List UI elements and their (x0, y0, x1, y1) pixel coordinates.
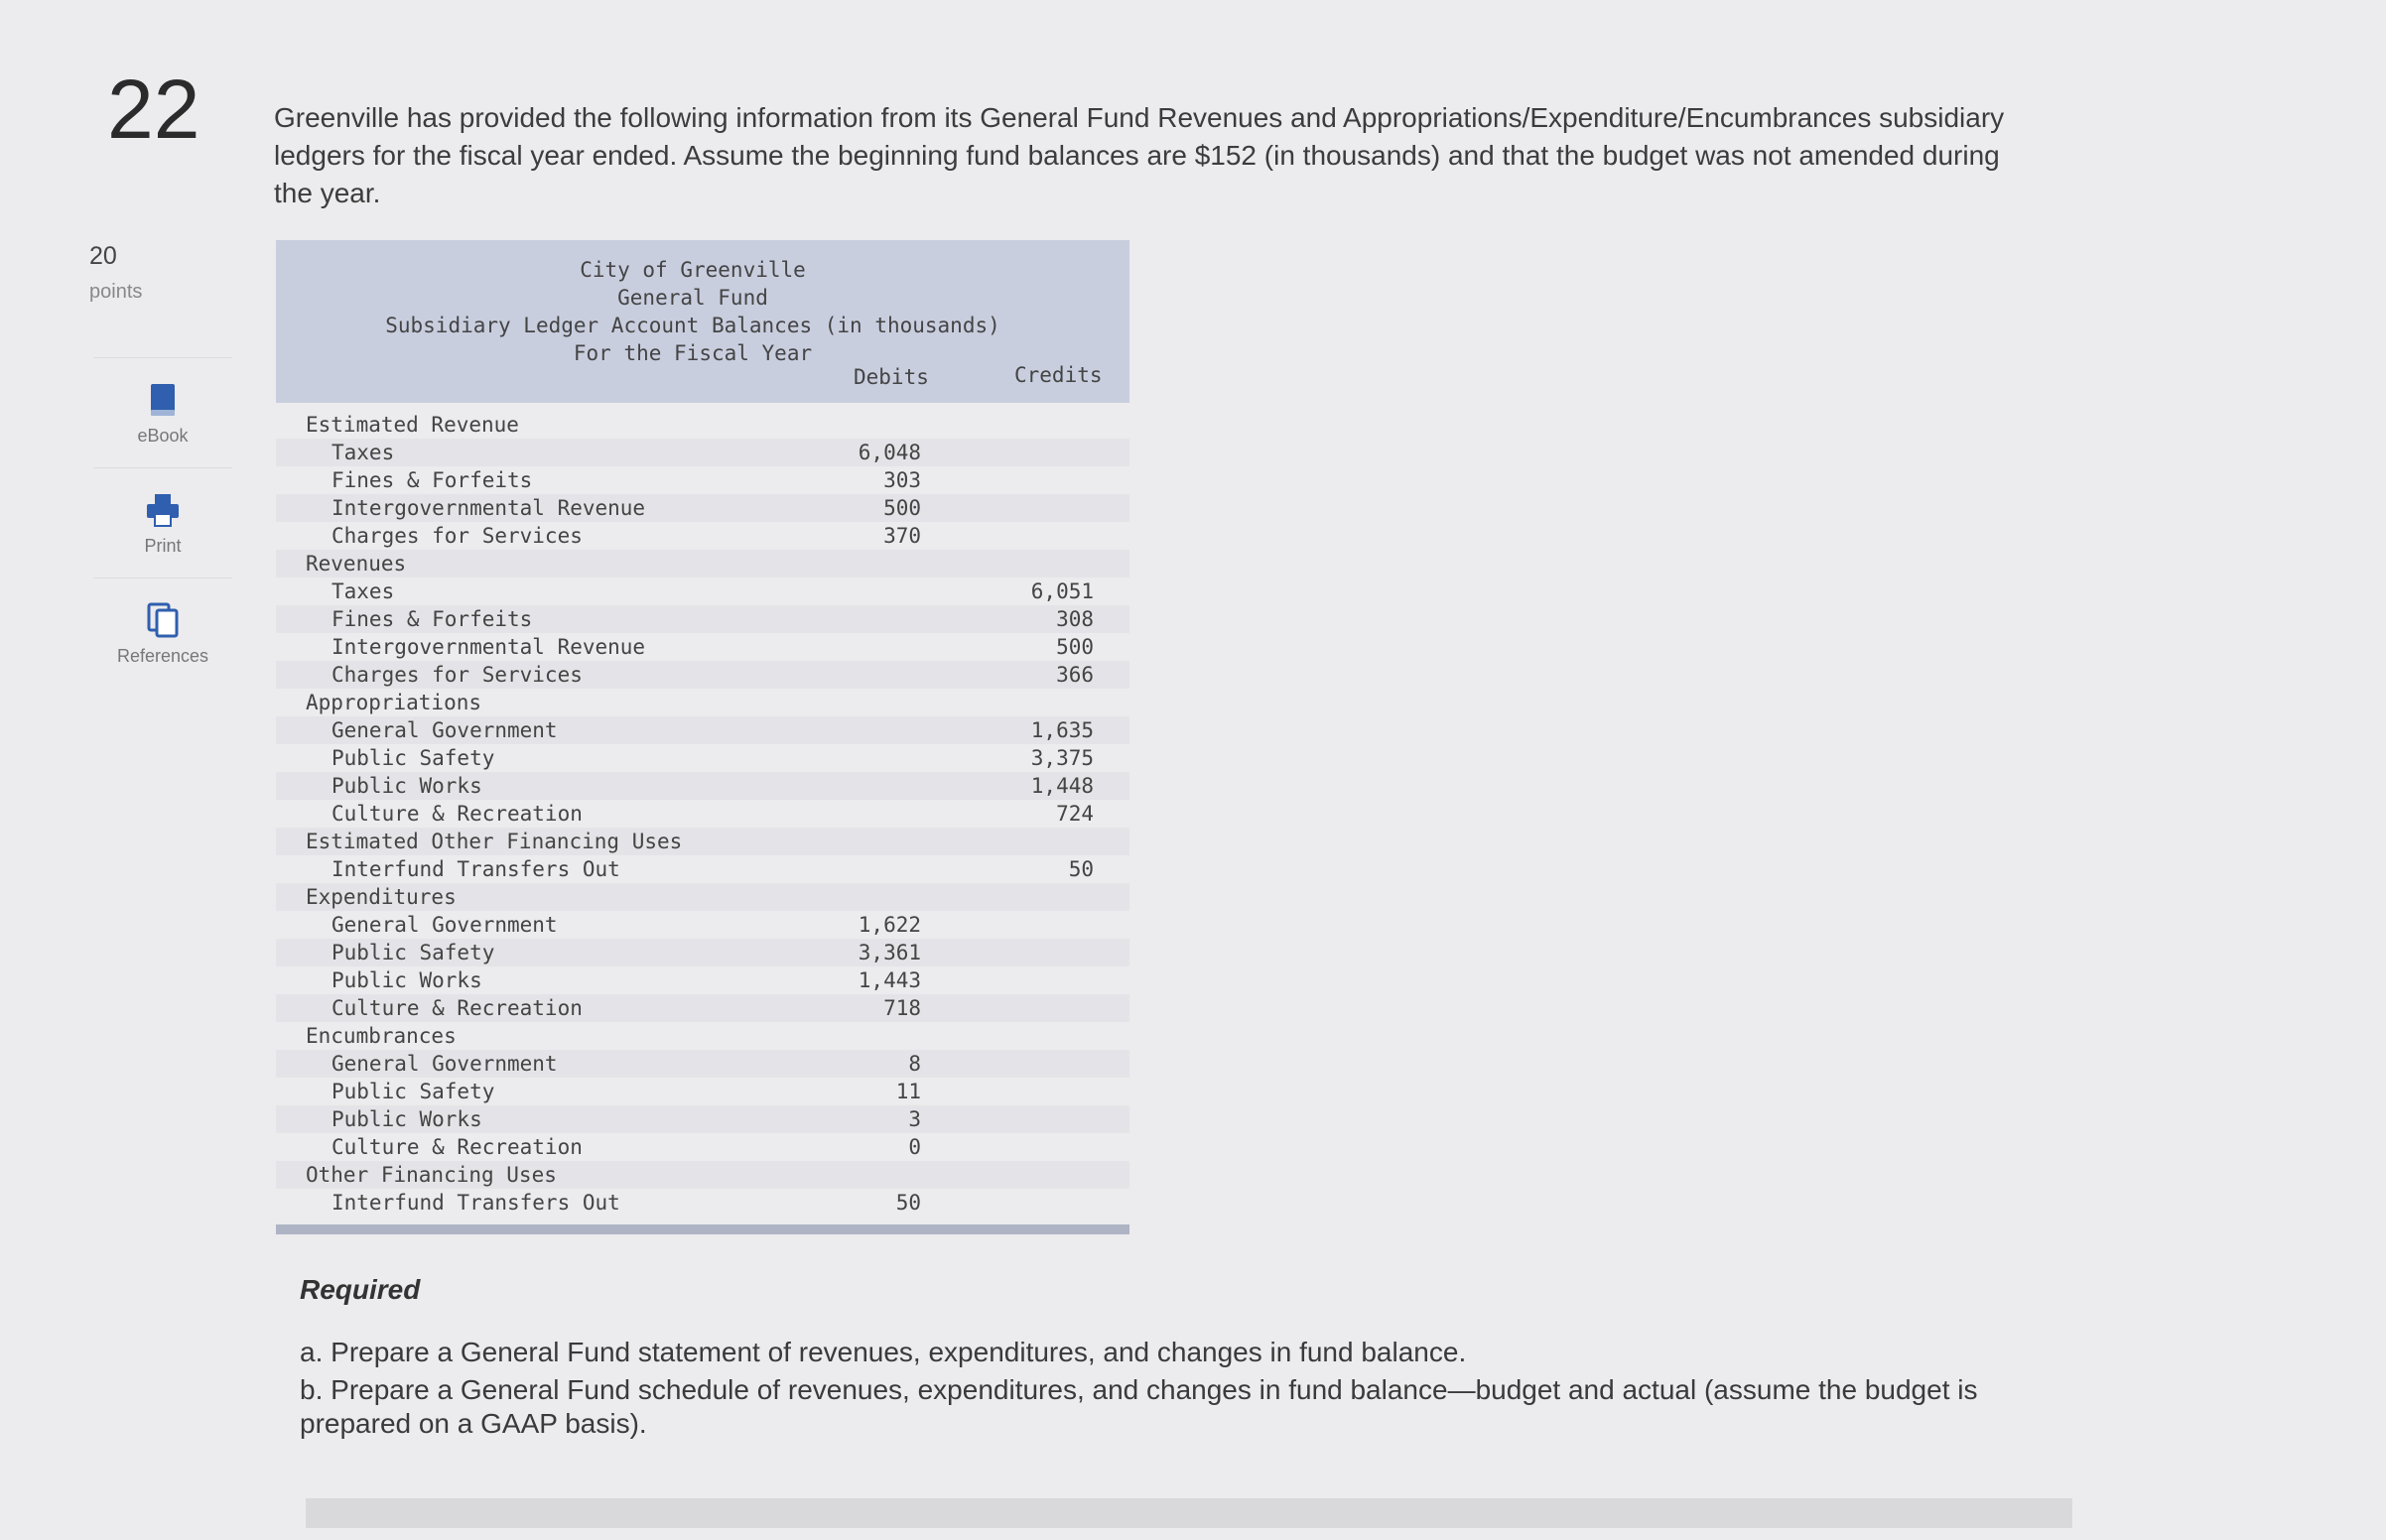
book-icon (143, 380, 183, 420)
ledger-row (276, 939, 1129, 966)
required-text-b: Prepare a General Fund schedule of revenues, expenditures, and changes in fund balance—budget and actual (assume the budget is prepared on a GAAP basis). (300, 1374, 1978, 1439)
ledger-row (276, 883, 1129, 911)
ledger-account-name: Charges for Services (331, 524, 583, 548)
ledger-credit-value: 308 (1056, 607, 1094, 631)
ledger-debit-value: 370 (883, 524, 921, 548)
required-marker-a: a. (300, 1337, 324, 1367)
ebook-button[interactable] (93, 357, 232, 467)
ledger-row (276, 1022, 1129, 1050)
ebook-label: eBook (137, 425, 189, 446)
ledger-row (276, 439, 1129, 466)
ledger-row (276, 605, 1129, 633)
ledger-account-name: Charges for Services (331, 663, 583, 687)
ledger-title-fund: General Fund (617, 286, 768, 310)
ledger-account-name: Culture & Recreation (331, 1135, 583, 1159)
ledger-credit-value: 724 (1056, 802, 1094, 826)
ledger-row (276, 1078, 1129, 1105)
ledger-account-name: Public Safety (331, 1080, 495, 1103)
ledger-credit-value: 500 (1056, 635, 1094, 659)
ledger-row (276, 466, 1129, 494)
ledger-account-name: Interfund Transfers Out (331, 857, 620, 881)
ledger-row (276, 994, 1129, 1022)
ledger-credit-value: 1,635 (1030, 718, 1094, 742)
credits-header: Credits (1014, 363, 1103, 387)
ledger-row (276, 550, 1129, 578)
ledger-account-name: Public Works (331, 968, 482, 992)
ledger-credit-value: 1,448 (1030, 774, 1094, 798)
ledger-debit-value: 8 (908, 1052, 921, 1076)
ledger-row (276, 1105, 1129, 1133)
ledger-debit-value: 0 (908, 1135, 921, 1159)
side-tools (93, 357, 232, 688)
references-label: References (116, 645, 209, 666)
ledger-account-name: Public Works (331, 1107, 482, 1131)
points-value: 20 (89, 242, 117, 270)
ledger-account-name: Estimated Revenue (306, 413, 519, 437)
ledger-debit-value: 3 (908, 1107, 921, 1131)
ledger-debit-value: 50 (895, 1191, 921, 1215)
ledger-row (276, 772, 1129, 800)
ledger-row (276, 494, 1129, 522)
ledger-account-name: Intergovernmental Revenue (331, 635, 646, 659)
ledger-account-name: Intergovernmental Revenue (331, 496, 646, 520)
ledger-row (276, 1161, 1129, 1189)
ledger-row (276, 1133, 1129, 1161)
ledger-debit-value: 11 (895, 1080, 921, 1103)
required-text-a: Prepare a General Fund statement of revenues, expenditures, and changes in fund balance. (331, 1337, 1467, 1367)
required-item-b (300, 1373, 2047, 1441)
ledger-row (276, 716, 1129, 744)
points-label: points (89, 281, 143, 303)
debits-header: Debits (854, 365, 929, 389)
ledger-footer-rule (276, 1224, 1129, 1234)
ledger-row (276, 966, 1129, 994)
ledger-account-name: Public Safety (331, 746, 495, 770)
question-prompt: Greenville has provided the following information from its General Fund Revenues and Appropriations/Expenditure/Encumbrances subsidiary ledgers for the fiscal year ended. Assume the beginning fund balances are $152 (in thousands) and that the budget was not amended during the year. (274, 102, 2005, 208)
ledger-account-name: Estimated Other Financing Uses (306, 830, 683, 853)
required-marker-b: b. (300, 1374, 324, 1405)
ledger-row (276, 911, 1129, 939)
ledger-debit-value: 1,622 (858, 913, 921, 937)
ledger-row (276, 633, 1129, 661)
ledger-account-name: Public Works (331, 774, 482, 798)
ledger-debit-value: 500 (883, 496, 921, 520)
ledger-account-name: Fines & Forfeits (331, 607, 533, 631)
ledger-account-name: Taxes (331, 579, 395, 603)
ledger-row (276, 828, 1129, 855)
ledger-row (276, 800, 1129, 828)
ledger-account-name: General Government (331, 1052, 558, 1076)
ledger-credit-value: 3,375 (1030, 746, 1094, 770)
ledger-account-name: Appropriations (306, 691, 482, 714)
ledger-debit-value: 3,361 (858, 941, 921, 964)
ledger-row (276, 522, 1129, 550)
references-icon (143, 600, 183, 640)
ledger-account-name: Revenues (306, 552, 407, 576)
points-block (89, 242, 142, 304)
required-list (300, 1336, 2047, 1445)
ledger-account-name: Culture & Recreation (331, 802, 583, 826)
ledger-row (276, 578, 1129, 605)
ledger-title-subsidiary: Subsidiary Ledger Account Balances (in thousands) (385, 314, 1000, 337)
printer-icon (143, 490, 183, 530)
subsidiary-ledger-table (276, 240, 1129, 1234)
ledger-account-name: General Government (331, 913, 558, 937)
ledger-row (276, 661, 1129, 689)
ledger-debit-value: 1,443 (858, 968, 921, 992)
required-item-a (300, 1336, 2047, 1369)
ledger-row (276, 1189, 1129, 1217)
ledger-account-name: General Government (331, 718, 558, 742)
ledger-title-city: City of Greenville (580, 258, 806, 282)
ledger-row (276, 1050, 1129, 1078)
ledger-account-name: Expenditures (306, 885, 457, 909)
ledger-debit-value: 303 (883, 468, 921, 492)
ledger-account-name: Public Safety (331, 941, 495, 964)
ledger-account-name: Interfund Transfers Out (331, 1191, 620, 1215)
ledger-account-name: Encumbrances (306, 1024, 457, 1048)
ledger-rows (276, 403, 1129, 1217)
ledger-row (276, 744, 1129, 772)
references-button[interactable] (93, 578, 232, 688)
ledger-credit-value: 50 (1068, 857, 1094, 881)
ledger-account-name: Culture & Recreation (331, 996, 583, 1020)
ledger-account-name: Fines & Forfeits (331, 468, 533, 492)
ledger-row (276, 689, 1129, 716)
ledger-row (276, 411, 1129, 439)
answer-area-bar (306, 1498, 2072, 1528)
ledger-debit-value: 6,048 (858, 441, 921, 464)
ledger-credit-value: 366 (1056, 663, 1094, 687)
ledger-credit-value: 6,051 (1030, 579, 1094, 603)
question-number: 22 (107, 63, 200, 156)
ledger-header (276, 240, 1129, 403)
ledger-row (276, 855, 1129, 883)
ledger-debit-value: 718 (883, 996, 921, 1020)
required-heading: Required (300, 1274, 421, 1305)
ledger-account-name: Other Financing Uses (306, 1163, 557, 1187)
print-button[interactable] (93, 467, 232, 578)
ledger-title-period: For the Fiscal Year (573, 341, 813, 365)
ledger-account-name: Taxes (331, 441, 395, 464)
print-label: Print (144, 535, 182, 556)
